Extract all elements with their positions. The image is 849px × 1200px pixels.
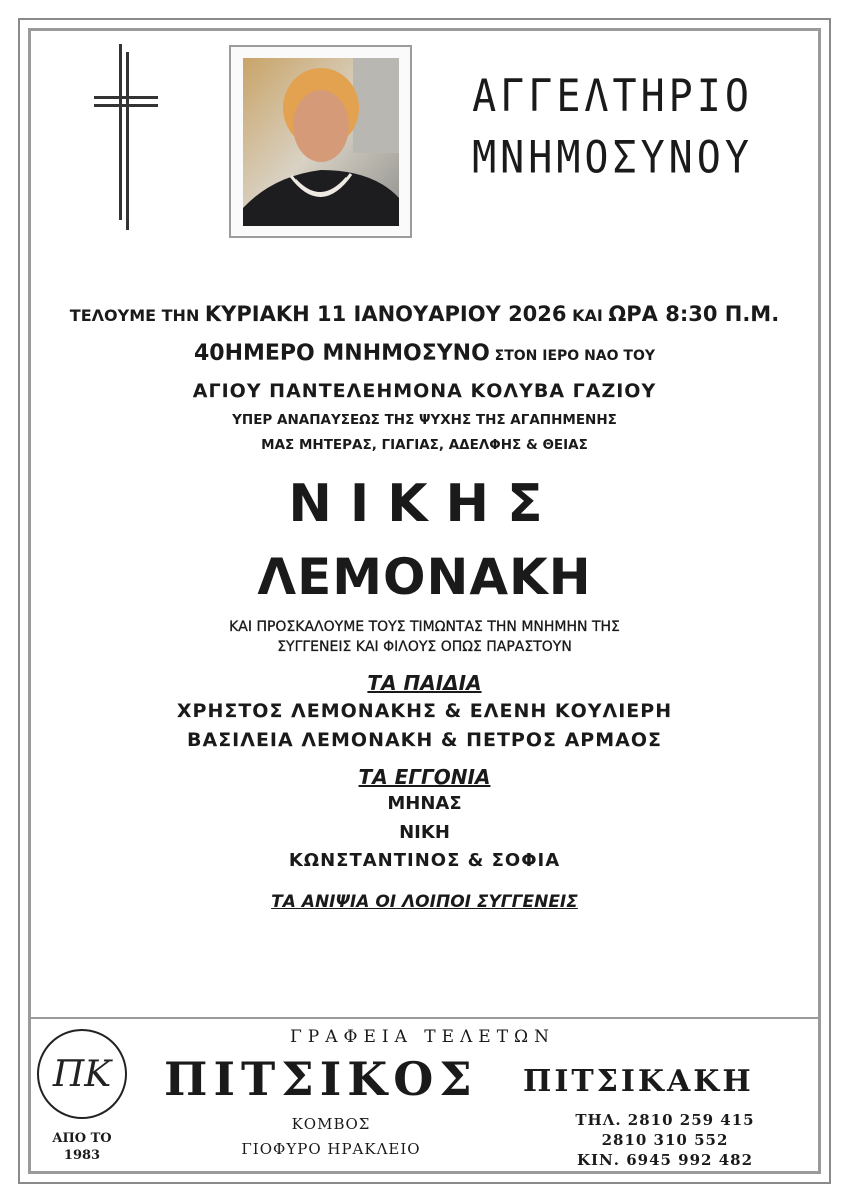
memorial-line [30,341,819,366]
grandchild-2: ΝΙΚΗ [399,822,450,843]
invitation-line-2: ΣΥΓΓΕΝΕΙΣ ΚΑΙ ΦΙΛΟΥΣ ΟΠΩΣ ΠΑΡΑΣΤΟΥΝ [277,639,572,655]
service-time: ΩΡΑ 8:30 Π.Μ. [608,302,780,326]
phone-1: ΤΗΛ. 2810 259 415 [575,1111,755,1129]
funeral-home-name-2: ΠΙΤΣΙΚΑΚΗ [523,1064,754,1099]
memorial-type: 40ΗΜΕΡΟ ΜΝΗΜΟΣΥΝΟ [193,341,490,366]
deceased-last-name: ΛΕΜΟΝΑΚΗ [257,548,592,606]
title-line-1: ΑΓΓΕΛΤΗΡΙΟ [472,71,753,123]
dedication-line-1: ΥΠΕΡ ΑΝΑΠΑΥΣΕΩΣ ΤΗΣ ΨΥΧΗΣ ΤΗΣ ΑΓΑΠΗΜΕΝΗΣ [232,412,617,428]
service-prefix: ΤΕΛΟΥΜΕ ΤΗΝ [69,306,200,325]
children-names-1: ΧΡΗΣΤΟΣ ΛΕΜΟΝΑΚΗΣ & ΕΛΕΝΗ ΚΟΥΛΙΕΡΗ [176,700,673,722]
church-name: ΑΓΙΟΥ ΠΑΝΤΕΛΕΗΜΟΝΑ ΚΟΛΥΒΑ ΓΑΖΙΟΥ [192,380,657,402]
grandchildren-heading: ΤΑ ΕΓΓΟΝΙΑ [358,765,491,789]
cross-icon [92,44,160,230]
logo-text: ΠΚ [52,1054,112,1095]
grandchild-1: ΜΗΝΑΣ [387,793,462,814]
since-line-1: ΑΠΟ ΤΟ [52,1131,112,1146]
since-label [36,1130,128,1164]
address [236,1112,426,1162]
page-title [440,66,785,189]
since-year: 1983 [63,1148,101,1163]
funeral-office-heading: ΓΡΑΦΕΙΑ ΤΕΛΕΤΩΝ [290,1027,555,1047]
relatives-line: ΤΑ ΑΝΙΨΙΑ ΟΙ ΛΟΙΠΟΙ ΣΥΓΓΕΝΕΙΣ [271,892,578,912]
phone-3: ΚΙΝ. 6945 992 482 [576,1151,754,1169]
service-and: ΚΑΙ [572,306,603,325]
deceased-first-name: ΝΙΚΗΣ [288,474,561,534]
address-line-1: ΚΟΜΒΟΣ [291,1115,371,1133]
portrait-photo [243,58,399,226]
children-heading: ΤΑ ΠΑΙΔΙΑ [367,671,482,695]
portrait-frame [229,45,412,238]
grandchild-3: ΚΩΝΣΤΑΝΤΙΝΟΣ & ΣΟΦΙΑ [288,850,561,871]
phone-list [550,1110,780,1170]
children-names-2: ΒΑΣΙΛΕΙΑ ΛΕΜΟΝΑΚΗ & ΠΕΤΡΟΣ ΑΡΜΑΟΣ [187,729,662,751]
memorial-place-prefix: ΣΤΟΝ ΙΕΡΟ ΝΑΟ [494,348,619,364]
service-date-line [30,302,819,326]
invitation-line-1: ΚΑΙ ΠΡΟΣΚΑΛΟΥΜΕ ΤΟΥΣ ΤΙΜΩΝΤΑΣ ΤΗΝ ΜΝΗΜΗΝ ΤΗΣ [229,619,620,635]
funeral-home-logo [36,1028,128,1120]
phone-2: 2810 310 552 [601,1131,729,1149]
service-date: ΚΥΡΙΑΚΗ 11 ΙΑΝΟΥΑΡΙΟΥ 2026 [204,302,567,326]
title-line-2: ΜΝΗΜΟΣΥΝΟΥ [472,133,753,184]
address-line-2: ΓΙΟΦΥΡΟ ΗΡΑΚΛΕΙΟ [241,1140,421,1158]
memorial-place-suffix: ΤΟΥ [623,348,656,364]
dedication-line-2: ΜΑΣ ΜΗΤΕΡΑΣ, ΓΙΑΓΙΑΣ, ΑΔΕΛΦΗΣ & ΘΕΙΑΣ [261,437,588,453]
funeral-home-name-1: ΠΙΤΣΙΚΟΣ [164,1052,478,1106]
